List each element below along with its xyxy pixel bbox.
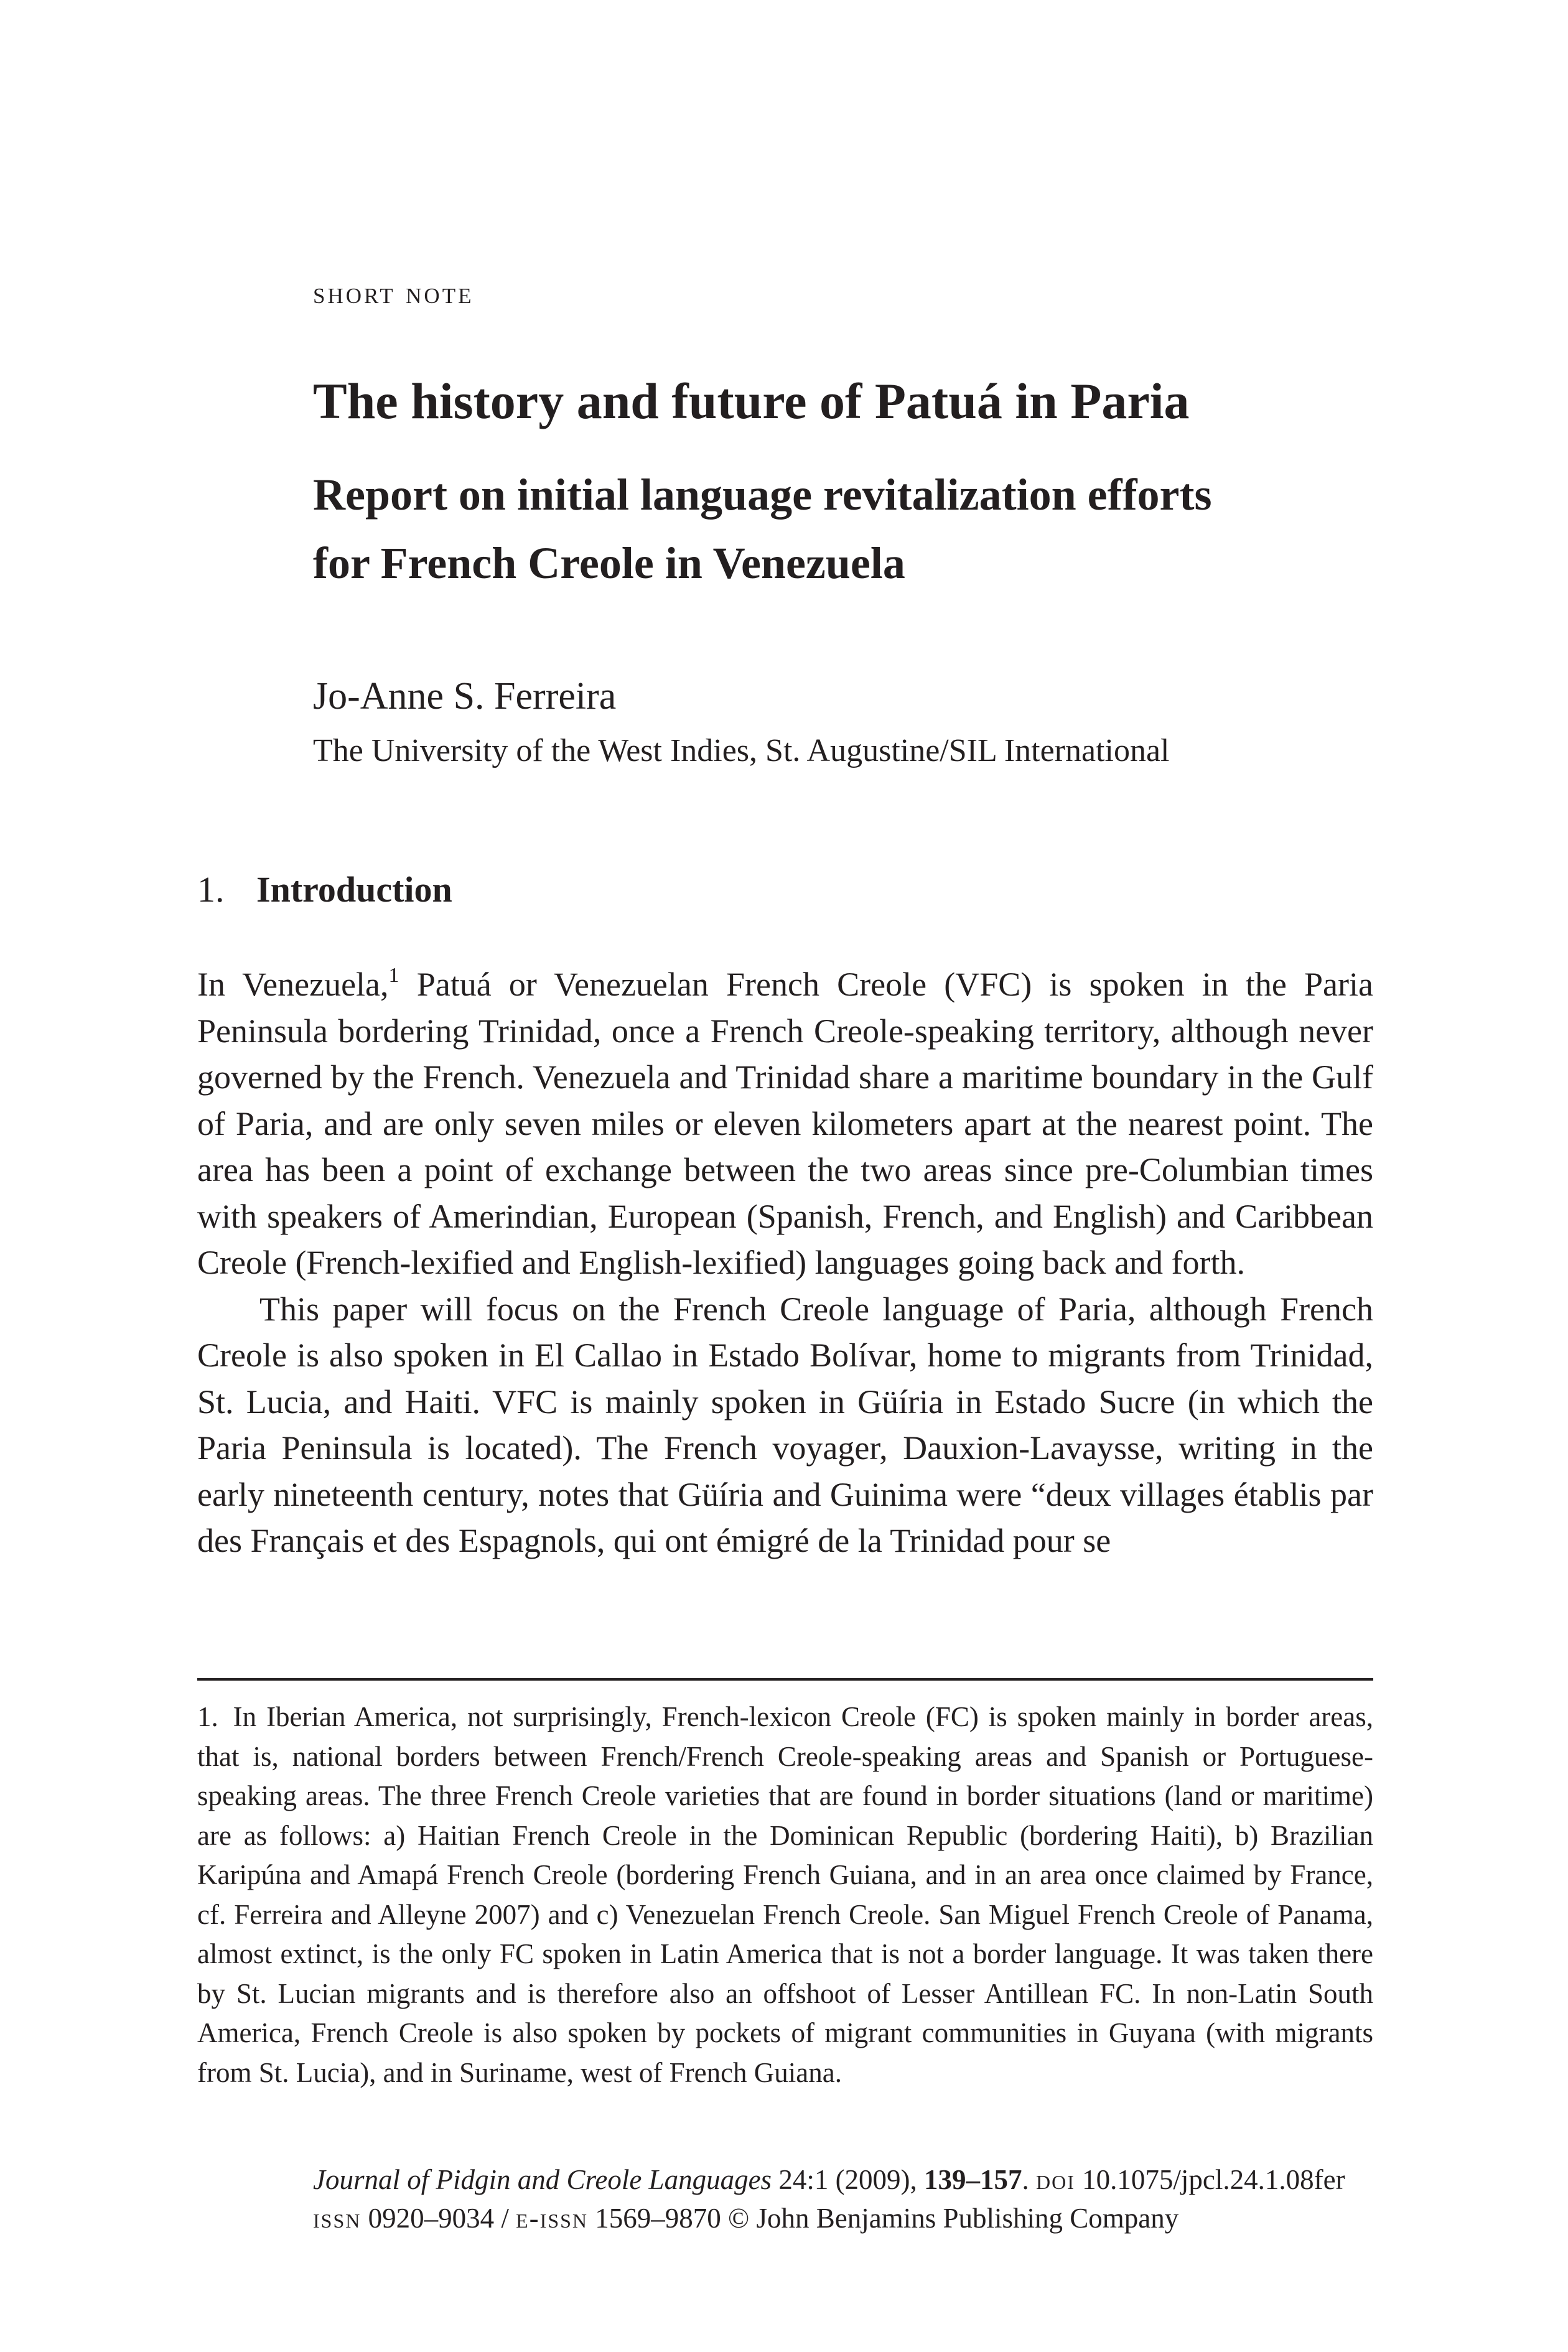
article-title: The history and future of Patuá in Paria (313, 373, 1190, 429)
paragraph-1-rest: Patuá or Venezuelan French Creole (VFC) is spoken in the Paria Peninsula bordering Trinidad, once a French Creole-speaking territory, although never governed by the French. Venezuela and Trinidad share a maritime boundary in the Gulf of Paria, and are only seven miles or eleven kilometers apart at the nearest point. The area has been a point of exchange between the two areas since pre-Columbian times with speakers of Amerindian, European (Spanish, French, and English) and Caribbean Creole (French-lexified and English-lexified) languages going back and forth. (197, 966, 1373, 1281)
issn-value: 0920–9034 / (361, 2203, 516, 2234)
footnote-divider (197, 1678, 1373, 1681)
paragraph-1-start: In Venezuela, (197, 966, 389, 1003)
page-footer (313, 2160, 1345, 2238)
footnote (197, 1697, 1373, 2093)
section-title: Introduction (256, 869, 452, 910)
subtitle-line-2: for French Creole in Venezuela (313, 538, 905, 588)
subtitle-line-1: Report on initial language revitalization efforts (313, 470, 1212, 520)
author-affiliation: The University of the West Indies, St. Augustine/SIL International (313, 733, 1170, 768)
body-text (197, 961, 1373, 1564)
footnote-text: In Iberian America, not surprisingly, French-lexicon Creole (FC) is spoken mainly in border areas, that is, national borders between French/French Creole-speaking areas and Spanish or Portuguese-speaking areas. The three French Creole varieties that are found in border situations (land or maritime) are as follows: a) Haitian French Creole in the Dominican Republic (bordering Haiti), b) Brazilian Karipúna and Amapá French Creole (bordering French Guiana, and in an area once claimed by France, cf. Ferreira and Alleyne 2007) and c) Venezuelan French Creole. San Miguel French Creole of Panama, almost extinct, is the only FC spoken in Latin America that is not a border language. It was taken there by St. Lucian migrants and is therefore also an offshoot of Lesser Antillean FC. In non-Latin South America, French Creole is also spoken by pockets of migrant communities in Guyana (with migrants from St. Lucia), and in Suriname, west of French Guiana. (197, 1701, 1373, 2088)
citation-line (313, 2160, 1345, 2199)
journal-name: Journal of Pidgin and Creole Languages (313, 2164, 772, 2195)
eissn-label: e-issn (516, 2203, 589, 2234)
author-name: Jo-Anne S. Ferreira (313, 675, 617, 717)
doi-value: 10.1075/jpcl.24.1.08fer (1075, 2164, 1345, 2195)
issn-label: issn (313, 2203, 362, 2234)
section-heading (197, 870, 452, 910)
article-type-label: short note (313, 275, 474, 310)
doi-separator: . (1022, 2164, 1037, 2195)
page-range: 139–157 (924, 2164, 1022, 2195)
section-number: 1. (197, 869, 225, 910)
paragraph-1 (197, 961, 1373, 1286)
doi-label: doi (1036, 2164, 1075, 2195)
issn-line (313, 2199, 1345, 2238)
footnote-number: 1. (197, 1701, 218, 1732)
eissn-value: 1569–9870 © John Benjamins Publishing Company (588, 2203, 1179, 2234)
footnote-reference: 1 (388, 964, 399, 987)
journal-volume: 24:1 (2009), (772, 2164, 925, 2195)
paragraph-2: This paper will focus on the French Creole language of Paria, although French Creole is also spoken in El Callao in Estado Bolívar, home to migrants from Trinidad, St. Lucia, and Haiti. VFC is mainly spoken in Güíria in Estado Sucre (in which the Paria Peninsula is located). The French voyager, Dauxion-Lavaysse, writing in the early nineteenth century, notes that Güíria and Guinima were “deux villages établis par des Français et des Espagnols, qui ont émigré de la Trinidad pour se (197, 1290, 1373, 1559)
article-subtitle (313, 460, 1371, 597)
